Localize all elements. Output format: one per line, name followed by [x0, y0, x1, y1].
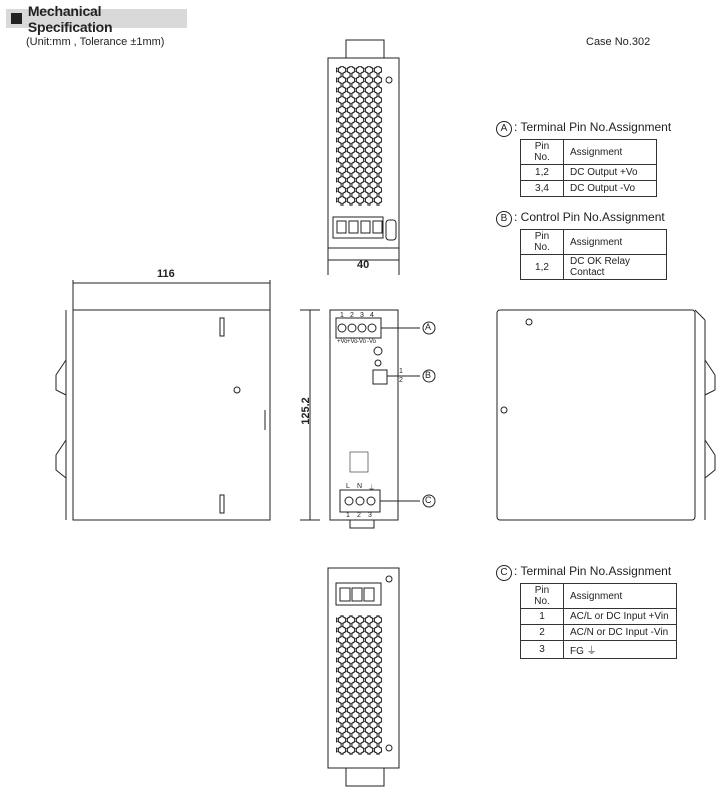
pin-label-bottom-1: 1 [346, 512, 350, 519]
pin-label-top-3: 3 [360, 312, 364, 319]
table-c-section [496, 564, 677, 659]
table-cell: 2 [521, 625, 564, 641]
table-cell: DC Output +Vo [564, 165, 657, 181]
pin-label-top-4: 4 [370, 312, 374, 319]
pin-sign-3: -Vo [357, 339, 367, 345]
table-row [521, 255, 667, 280]
unit-note: (Unit:mm , Tolerance ±1mm) [26, 36, 165, 48]
circle-c-icon: C [496, 565, 512, 581]
table-b [520, 229, 667, 280]
dim-front-height: 125.2 [299, 397, 312, 425]
table-a [520, 139, 657, 197]
din-clip-bottom [346, 768, 384, 786]
table-header: Assignment [564, 140, 657, 165]
input-letter-l: L [346, 483, 350, 490]
control-pin-2: 2 [399, 377, 403, 384]
table-c [520, 583, 677, 659]
table-b-title: Control Pin No.Assignment [520, 210, 665, 224]
table-row [521, 165, 657, 181]
table-header: Pin No. [521, 584, 564, 609]
pin-label-bottom-2: 2 [357, 512, 361, 519]
table-row [521, 641, 677, 659]
table-cell: 1 [521, 609, 564, 625]
table-cell: FG ⏚ [564, 641, 677, 659]
table-a-heading: A : Terminal Pin No.Assignment [496, 120, 671, 137]
din-clip-top [346, 40, 384, 58]
dim-side-width: 116 [157, 268, 175, 280]
table-b-heading: B : Control Pin No.Assignment [496, 210, 667, 227]
table-c-heading: C : Terminal Pin No.Assignment [496, 564, 677, 581]
table-cell: 1,2 [521, 255, 564, 280]
table-header: Assignment [564, 230, 667, 255]
table-row [521, 625, 677, 641]
pin-sign-4: -Vo [367, 339, 377, 345]
right-side-view [497, 310, 715, 520]
dim-top-width: 40 [357, 259, 370, 271]
circle-a-icon: A [496, 121, 512, 137]
table-b-section [496, 210, 667, 280]
pin-label-bottom-3: 3 [368, 512, 372, 519]
table-cell: DC Output -Vo [564, 181, 657, 197]
table-row [521, 584, 677, 609]
table-a-title: Terminal Pin No.Assignment [520, 120, 672, 134]
table-header: Assignment [564, 584, 677, 609]
table-header: Pin No. [521, 230, 564, 255]
table-header: Pin No. [521, 140, 564, 165]
table-cell: DC OK Relay Contact [564, 255, 667, 280]
control-pin-1: 1 [399, 368, 403, 375]
table-cell: 3,4 [521, 181, 564, 197]
callout-c: C [425, 495, 432, 505]
table-cell: AC/N or DC Input -Vin [564, 625, 677, 641]
table-a-section [496, 120, 671, 197]
pin-sign-1: +Vo [337, 339, 348, 345]
table-c-title: Terminal Pin No.Assignment [520, 564, 672, 578]
bottom-view [328, 568, 399, 786]
table-row [521, 609, 677, 625]
circle-b-icon: B [496, 211, 512, 227]
case-number: Case No.302 [586, 36, 651, 48]
callout-b: B [425, 370, 432, 380]
table-row [521, 181, 657, 197]
top-view [328, 40, 399, 275]
input-letter-n: N [357, 483, 363, 490]
table-cell: 3 [521, 641, 564, 659]
page-title: Mechanical Specification [27, 2, 113, 35]
input-letter-fg: ⏚ [368, 485, 375, 492]
pin-sign-2: +Vo [347, 339, 358, 345]
table-row [521, 230, 667, 255]
table-cell: 1,2 [521, 165, 564, 181]
pin-label-top-1: 1 [340, 312, 344, 319]
pin-label-top-2: 2 [350, 312, 354, 319]
callout-a: A [425, 322, 432, 332]
table-cell: AC/L or DC Input +Vin [564, 609, 677, 625]
table-row [521, 140, 657, 165]
side-view [56, 280, 270, 520]
